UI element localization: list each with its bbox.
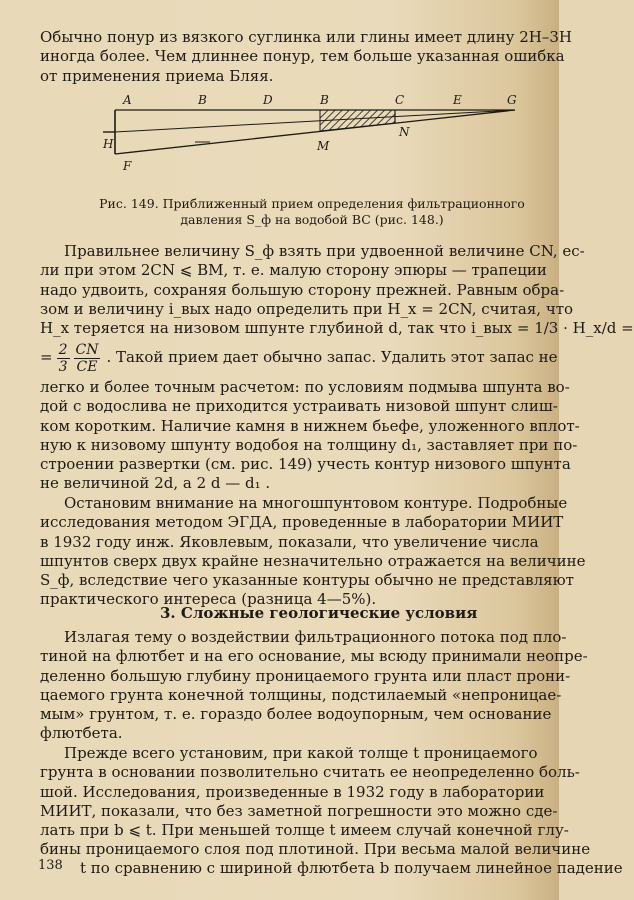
figure-slope-line [115,110,515,154]
text-line: надо удвоить, сохраняя большую сторону прежней. Равным обра- [40,280,565,299]
section-heading: 3. Сложные геологические условия [160,604,478,622]
figure-mid-line [115,110,515,132]
figure-label-c: C [395,93,405,107]
text-line: исследования методом ЭГДА, проведенные в лаборатории МИИТ [40,513,564,532]
paragraph-3 [40,628,588,744]
text-line: Прежде всего установим, при какой толще t проницаемого [64,744,538,762]
text-line: t по сравнению с шириной флютбета b получаем линейное падение [80,859,623,877]
text-line: ли при этом 2CN ⩽ BM, т. е. малую сторону эпюры — трапеции [40,261,547,280]
text-line: строении развертки (см. рис. 149) учесть контур низового шпунта [40,455,571,474]
figure-149 [95,88,525,188]
text-line: легко и более точным расчетом: по условиям подмыва шпунта во- [40,378,570,396]
text-line: не величиной 2d, а 2 d — d₁ . [40,474,271,493]
figure-label-f: F [123,159,132,173]
text-line: Остановим внимание на многошпунтовом контуре. Подробные [64,494,568,512]
paragraph-2 [40,494,586,610]
text-line: от применения приема Бляя. [40,66,274,85]
figure-label-h: H [103,137,114,151]
text-line: шпунтов сверх двух крайне незначительно отражается на величине [40,551,586,570]
figure-label-a: A [123,93,132,107]
text-line: лать при b ⩽ t. При меньшей толще t имеем случай конечной глу- [40,821,569,840]
text-line: Обычно понур из вязкого суглинка или глины имеет длину 2H–3H [40,28,572,46]
formula-coefficient [57,342,70,375]
fraction-numerator: CN [75,341,99,358]
coef-denominator: 3 [58,358,68,375]
figure-label-m: M [317,139,330,153]
formula-line [40,341,558,375]
text-line: грунта в основании позволительно считать ее неопределенно боль- [40,763,580,782]
text-line: шой. Исследования, произведенные в 1932 году в лаборатории [40,782,545,801]
paragraph-4-last [80,859,623,878]
paragraph-1-continued [40,378,580,494]
figure-label-g: G [507,93,517,107]
intro-paragraph [40,28,572,86]
text-line: H_x теряется на низовом шпунте глубиной d, так что i_вых = 1/3 · H_x/d = [40,319,634,338]
paragraph-4 [40,744,591,860]
figure-label-d: D [263,93,273,107]
figure-label-e: E [453,93,462,107]
text-line: иногда более. Чем длиннее понур, тем больше указанная ошибка [40,47,565,66]
formula-tail: . Такой прием дает обычно запас. Удалить этот запас не [106,348,558,367]
text-line: деленно большую глубину проницаемого грунта или пласт прони- [40,666,571,685]
fraction-denominator: CE [76,358,98,375]
text-line: дой с водослива не приходится устраивать низовой шпунт слиш- [40,397,558,416]
page-number: 138 [38,858,63,873]
text-line: ную к низовому шпунту водобоя на толщину d₁, заставляет при по- [40,435,578,454]
figure-label-n: N [399,125,410,139]
text-line: практического интереса (разница 4—5%). [40,590,377,609]
formula-prefix: = [40,348,53,367]
text-line: Излагая тему о воздействии фильтрационного потока под пло- [64,628,567,646]
text-line: цаемого грунта конечной толщины, подстилаемый «непроницае- [40,685,562,704]
text-line: зом и величину i_вых надо определить при H_x = 2CN, считая, что [40,299,574,318]
caption-line: давления S_ф на водобой BC (рис. 148.) [180,212,444,227]
caption-line: Рис. 149. Приближенный прием определения фильтрационного [99,196,525,211]
figure-label-b2: B [320,93,329,107]
text-line: S_ф, вследствие чего указанные контуры обычно не представляют [40,571,574,590]
text-line: Правильнее величину S_ф взять при удвоенной величине CN, ес- [64,242,585,260]
text-line: ком коротким. Наличие камня в нижнем бьефе, уложенного вплот- [40,416,580,435]
coef-numerator: 2 [58,341,68,358]
figure-caption [92,196,532,228]
formula-fraction [74,342,101,375]
text-line: флютбета. [40,724,123,743]
figure-label-b: B [198,93,207,107]
text-line: бины проницаемого слоя под плотиной. При весьма малой величине [40,840,591,859]
text-line: в 1932 году инж. Яковлевым, показали, что увеличение числа [40,532,539,551]
text-line: тиной на флютбет и на его основание, мы всюду принимали неопре- [40,647,588,666]
paragraph-1 [40,242,634,338]
text-line: мым» грунтом, т. е. гораздо более водоупорным, чем основание [40,705,552,724]
text-line: МИИТ, показали, что без заметной погрешности это можно сде- [40,801,558,820]
